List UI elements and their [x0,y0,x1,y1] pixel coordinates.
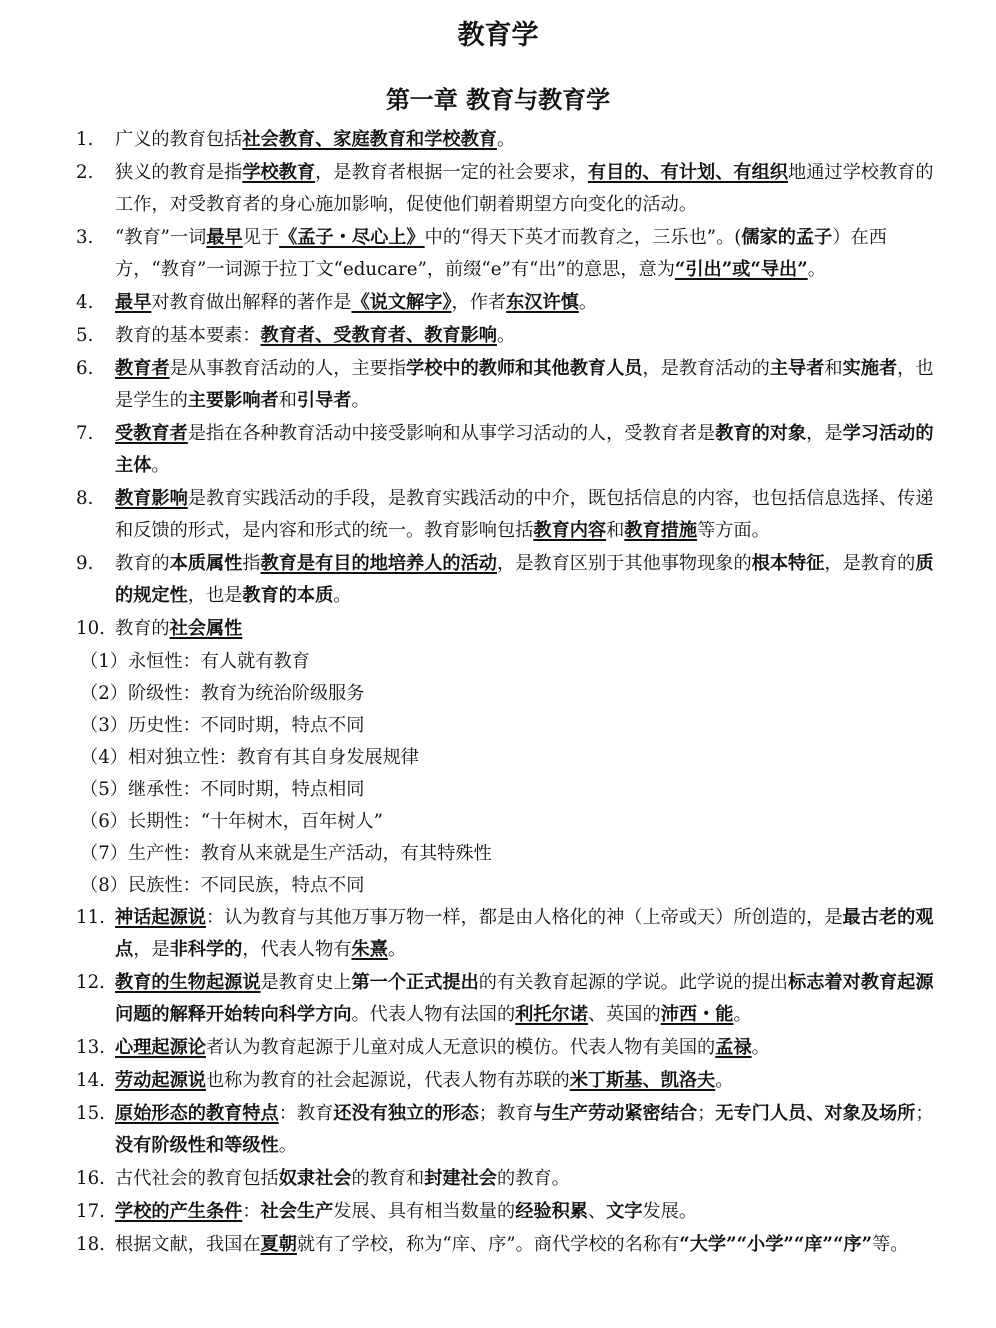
key-term: 《孟子・尽心上》 [279,227,425,248]
item-text: “教育”一词 [115,227,207,248]
item-text: 根据文献，我国在 [115,1234,261,1255]
item-number: 1. [76,129,94,150]
item-text: ；教育 [478,1103,534,1124]
item-text: 、英国的 [587,1004,661,1025]
item-text: 是指在各种教育活动中接受影响和从事学习活动的人，受教育者是 [187,423,716,444]
bold-text: 第一个正式提出 [351,972,479,993]
bold-text: 实施者 [842,358,898,379]
sub-item: （5）继承性：不同时期，特点相同 [80,779,365,800]
item-number: 5. [76,325,94,346]
bold-text: 根本特征 [751,553,825,574]
item-text: ）在西方，“教育”一词源于拉丁文“educare”，前缀“e”有“出”的意思，意为 [115,227,887,280]
item-text: 广义的教育包括 [115,129,243,150]
key-term: 《说文解字》 [351,292,452,313]
key-term: 教育者、受教育者、教育影响 [260,325,497,346]
item-number: 8. [76,488,94,509]
item-text: 古代社会的教育包括 [115,1168,279,1189]
item-number: 12. [76,972,105,993]
key-term: 受教育者 [115,423,188,444]
item-text: 。 [496,129,516,150]
list-item [0,902,996,966]
item-number: 10. [76,618,105,639]
item-text: 。 [151,455,170,476]
key-term: 夏朝 [260,1234,297,1255]
key-term: 米丁斯基、凯洛夫 [569,1070,716,1091]
list-item [0,353,996,417]
chapter-title: 第一章 教育与教育学 [385,86,611,114]
bold-text: 引导者 [296,390,352,411]
item-text: ：教育 [278,1103,334,1124]
item-text: 发展。 [642,1201,698,1222]
item-number: 4. [76,292,94,313]
item-text: 地通过学校教育的工作，对受教育者的身心施加影响，促使他们朝着期望方向变化的活动。 [115,162,934,215]
list-item [0,1163,996,1195]
sub-item: （3）历史性：不同时期，特点不同 [80,715,365,736]
item-text: ，是教育的 [824,553,916,574]
item-text: 等。 [872,1234,909,1255]
bold-text: 封建社会 [424,1168,497,1189]
item-text: ，也是学生的 [115,358,934,411]
item-text: 。 [715,1070,734,1091]
key-term: 教育者 [115,358,170,379]
key-term: 劳动起源说 [115,1070,206,1091]
item-text: 狭义的教育是指 [115,162,243,183]
item-text: 也称为教育的社会起源说，代表人物有苏联的 [205,1070,570,1091]
item-text: ，代表人物有 [242,939,352,960]
list-item [0,418,996,482]
bold-text: 质的规定性 [115,553,934,606]
item-text: ，是教育活动的 [642,358,770,379]
key-term: 社会属性 [169,618,243,639]
item-number: 16. [76,1168,105,1189]
item-text: 。 [807,259,826,280]
item-text: 。 [733,1004,752,1025]
key-term: 心理起源论 [115,1037,206,1058]
bold-text: 标志着对教育起源问题的解释开始转向科学方向 [115,972,934,1025]
list-item [0,157,996,221]
list-item [0,1196,996,1228]
list-item [0,548,996,612]
key-term: 东汉许慎 [506,292,579,313]
item-number: 18. [76,1234,105,1255]
key-term: 神话起源说 [115,907,206,928]
key-term: 教育是有目的地培养人的活动 [260,553,497,574]
bold-text: 主导者 [769,358,825,379]
key-term: 原始形态的教育特点 [115,1103,279,1124]
key-term: 教育影响 [115,488,188,509]
key-term: 孟禄 [715,1037,752,1058]
item-number: 11. [76,907,105,928]
item-text: 。 [278,1135,297,1156]
item-number: 13. [76,1037,105,1058]
key-term: 利托尔诺 [515,1004,588,1025]
key-term: 最早 [206,227,243,248]
item-text: 就有了学校，称为“庠、序”。商代学校的名称有 [296,1234,680,1255]
item-text: 教育的 [115,553,170,574]
list-item [0,320,996,352]
item-text: 。代表人物有法国的 [351,1004,516,1025]
item-text: 的有关教育起源的学说。此学说的提出 [478,972,788,993]
item-text: ； [697,1103,716,1124]
item-text: ，作者 [451,292,507,313]
item-text: 是教育实践活动的手段，是教育实践活动的中介，既包括信息的内容，也包括信息选择、传递和反馈的形式，是内容和形式的统一。教育影响包括 [115,488,934,541]
key-term: 学校教育 [242,162,316,183]
bold-text: 教育的本质 [242,585,334,606]
item-text: 指 [242,553,261,574]
bold-text: 经验积累 [515,1201,588,1222]
list-item [0,287,996,319]
bold-text: 儒家的孟子 [741,227,833,248]
item-text: ：认为教育与其他万事万物一样，都是由人格化的神（上帝或天）所创造的，是 [205,907,843,928]
key-term: 最早 [115,292,152,313]
item-text: ： [242,1201,261,1222]
item-text: 教育的 [115,618,170,639]
key-term: 教育措施 [624,520,698,541]
item-text: ； [915,1103,934,1124]
sub-item: （6）长期性：“十年树木，百年树人” [80,811,383,832]
item-number: 14. [76,1070,105,1091]
key-term: 朱熹 [351,939,388,960]
note-list [0,124,996,1262]
list-item [0,967,996,1031]
sub-item: （2）阶级性：教育为统治阶级服务 [80,683,365,704]
item-text: 发展、具有相当数量的 [333,1201,516,1222]
list-item [0,1229,996,1261]
item-text: 的教育。 [497,1168,570,1189]
item-text: 等方面。 [697,520,770,541]
sub-item: （1）永恒性：有人就有教育 [80,651,310,672]
bold-text: 教育的对象 [715,423,807,444]
list-item [0,483,996,547]
item-number: 7. [76,423,94,444]
bold-text: “大学”“小学”“庠”“序” [679,1234,873,1255]
item-text: 。 [351,390,370,411]
list-item [0,222,996,286]
item-text: 是教育史上 [260,972,352,993]
list-item [0,1098,996,1162]
key-term: 教育内容 [533,520,607,541]
item-text: 。 [496,325,516,346]
item-text: 。 [333,585,352,606]
sub-item: （7）生产性：教育从来就是生产活动，有其特殊性 [80,843,492,864]
key-term: “引出”或“导出” [674,259,808,280]
item-text: 和 [606,520,625,541]
bold-text: 无专门人员、对象及场所 [715,1103,916,1124]
item-text: ，是 [806,423,843,444]
item-number: 9. [76,553,94,574]
bold-text: 社会生产 [260,1201,334,1222]
bold-text: 本质属性 [169,553,243,574]
bold-text: 没有阶级性和等级性 [115,1135,279,1156]
item-number: 15. [76,1103,105,1124]
list-item [0,1065,996,1097]
item-text: 、 [587,1201,607,1222]
item-text: 和 [824,358,843,379]
item-text: 。 [751,1037,770,1058]
list-item [0,124,996,156]
item-text: 。 [387,939,407,960]
item-number: 2. [76,162,94,183]
item-number: 6. [76,358,94,379]
document-title: 教育学 [457,20,539,51]
item-text: 的教育和 [351,1168,425,1189]
bold-text: 文字 [606,1201,643,1222]
item-text: ，是教育者根据一定的社会要求， [315,162,588,183]
key-term: 沛西・能 [660,1004,734,1025]
bold-text: 最古老的观点 [115,907,934,960]
item-text: 是从事教育活动的人，主要指 [169,358,407,379]
item-text: ，也是 [187,585,243,606]
bold-text: 学习活动的主体 [115,423,934,476]
item-text: ，是 [133,939,170,960]
item-text: ，是教育区别于其他事物现象的 [497,553,752,574]
item-text: 中的“得天下英才而教育之，三乐也”。( [424,227,742,248]
bold-text: 学校中的教师和其他教育人员 [406,358,643,379]
bold-text: 主要影响者 [187,390,279,411]
bold-text: 还没有独立的形态 [333,1103,479,1124]
item-number: 17. [76,1201,105,1222]
bold-text: 奴隶社会 [278,1168,352,1189]
list-item [0,613,996,645]
sub-item: （8）民族性：不同民族，特点不同 [80,875,365,896]
item-text: 教育的基本要素： [115,325,261,346]
key-term: 教育的生物起源说 [115,972,261,993]
bold-text: 非科学的 [169,939,243,960]
item-text: 和 [278,390,297,411]
item-text: 对教育做出解释的著作是 [151,292,352,313]
item-text: 见于 [242,227,280,248]
item-number: 3. [76,227,94,248]
bold-text: 与生产劳动紧密结合 [533,1103,698,1124]
key-term: 有目的、有计划、有组织 [587,162,788,183]
key-term: 社会教育、家庭教育和学校教育 [242,129,497,150]
item-text: 者认为教育起源于儿童对成人无意识的模仿。代表人物有美国的 [205,1037,716,1058]
list-item [0,1032,996,1064]
item-text: 。 [578,292,598,313]
key-term: 学校的产生条件 [115,1201,243,1222]
sub-item: （4）相对独立性：教育有其自身发展规律 [80,747,419,768]
